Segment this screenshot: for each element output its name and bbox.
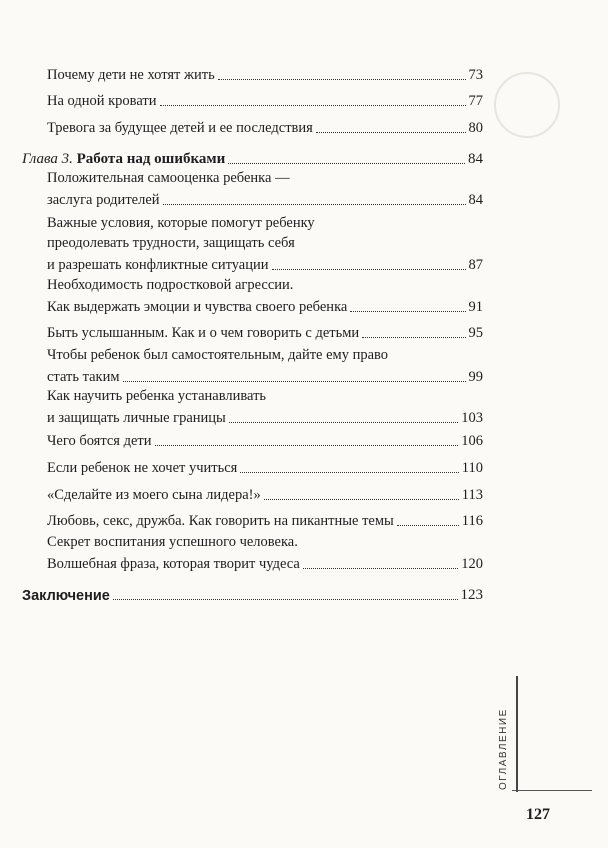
- toc-entry-page: 84: [468, 151, 483, 167]
- leader-dots: [303, 567, 458, 569]
- page-number: 127: [526, 806, 550, 823]
- toc-entry-line: Секрет воспитания успешного человека.: [47, 534, 298, 550]
- toc-entry[interactable]: [47, 534, 483, 574]
- toc-entry-title: Волшебная фраза, которая творит чудеса: [47, 556, 300, 572]
- leader-dots: [362, 336, 465, 338]
- toc-entry-title: Чего боятся дети: [47, 433, 152, 449]
- toc-entry[interactable]: [47, 215, 483, 275]
- toc-entry-line: Необходимость подростковой агрессии.: [47, 277, 294, 293]
- section-label: ОГЛАВЛЕНИЕ: [498, 708, 509, 790]
- toc-entry[interactable]: [47, 277, 483, 317]
- toc-entry-line: Как научить ребенка устанавливать: [47, 388, 267, 404]
- leader-dots: [228, 162, 465, 164]
- leader-dots: [123, 380, 466, 382]
- toc-entry-page: 95: [468, 325, 483, 341]
- leader-dots: [155, 444, 459, 446]
- leader-dots: [163, 203, 466, 205]
- toc-entry-title: Работа над ошибками: [76, 151, 226, 167]
- toc-entry-page: 77: [468, 93, 483, 109]
- toc-entry[interactable]: [47, 65, 483, 84]
- toc-entry-line: Важные условия, которые помогут ребенку: [47, 215, 315, 231]
- toc-entry-title: и разрешать конфликтные ситуации: [47, 257, 269, 273]
- leader-dots: [218, 78, 466, 80]
- toc-entry-page: 87: [468, 257, 483, 273]
- toc-entry-title: Любовь, секс, дружба. Как говорить на пикантные темы: [47, 513, 394, 529]
- leader-dots: [113, 598, 458, 600]
- toc-entry-title: Почему дети не хотят жить: [47, 67, 215, 83]
- toc-entry-page: 84: [468, 192, 483, 208]
- page-rule: [512, 790, 592, 791]
- toc-entry-page: 106: [461, 433, 483, 449]
- leader-dots: [272, 268, 466, 270]
- toc-entry[interactable]: [47, 347, 483, 387]
- toc-entry-page: 120: [461, 556, 483, 572]
- toc-entry[interactable]: [47, 431, 483, 450]
- toc-entry-title: и защищать личные границы: [47, 410, 226, 426]
- toc-entry-title: заслуга родителей: [47, 192, 160, 208]
- toc-entry-title: Тревога за будущее детей и ее последствия: [47, 120, 313, 136]
- toc-entry[interactable]: [47, 485, 483, 504]
- toc-chapter[interactable]: [22, 148, 483, 168]
- toc-entry-page: 110: [461, 460, 483, 476]
- chapter-prefix: Глава 3.: [22, 151, 73, 167]
- toc-entry[interactable]: [47, 170, 483, 210]
- toc-entry-page: 103: [461, 410, 483, 426]
- toc-entry[interactable]: [47, 91, 483, 110]
- leader-dots: [397, 524, 459, 526]
- toc-entry[interactable]: [47, 458, 483, 477]
- toc-entry-title: На одной кровати: [47, 93, 157, 109]
- toc-entry-title: Заключение: [22, 588, 110, 604]
- toc-entry-page: 80: [468, 120, 483, 136]
- toc-entry-title: Быть услышанным. Как и о чем говорить с детьми: [47, 325, 360, 341]
- bleed-through-badge: [494, 72, 560, 138]
- toc-entry-line: преодолевать трудности, защищать себя: [47, 235, 295, 251]
- toc-entry[interactable]: [47, 118, 483, 137]
- toc-entry[interactable]: [47, 323, 483, 342]
- toc-entry-page: 116: [461, 513, 483, 529]
- leader-dots: [240, 471, 458, 473]
- toc-entry-page: 113: [461, 487, 483, 503]
- toc-entry-page: 91: [468, 299, 483, 315]
- toc-entry-title: Если ребенок не хочет учиться: [47, 460, 238, 476]
- section-rule: [516, 676, 518, 792]
- leader-dots: [264, 498, 459, 500]
- leader-dots: [316, 131, 466, 133]
- toc-entry-page: 99: [468, 369, 483, 385]
- leader-dots: [160, 104, 466, 106]
- toc-conclusion[interactable]: [22, 584, 483, 604]
- toc-entry-line: Чтобы ребенок был самостоятельным, дайте ему право: [47, 347, 389, 363]
- toc-entry-title: Как выдержать эмоции и чувства своего ребенка: [47, 299, 348, 315]
- toc-entry[interactable]: [47, 511, 483, 530]
- toc-entry-line: Положительная самооценка ребенка —: [47, 170, 290, 186]
- leader-dots: [229, 421, 458, 423]
- leader-dots: [350, 310, 465, 312]
- toc-entry[interactable]: [47, 388, 483, 428]
- toc-entry-page: 73: [468, 67, 483, 83]
- toc-entry-title: «Сделайте из моего сына лидера!»: [47, 487, 261, 503]
- toc-entry-page: 123: [460, 587, 483, 603]
- toc-entry-title: стать таким: [47, 369, 120, 385]
